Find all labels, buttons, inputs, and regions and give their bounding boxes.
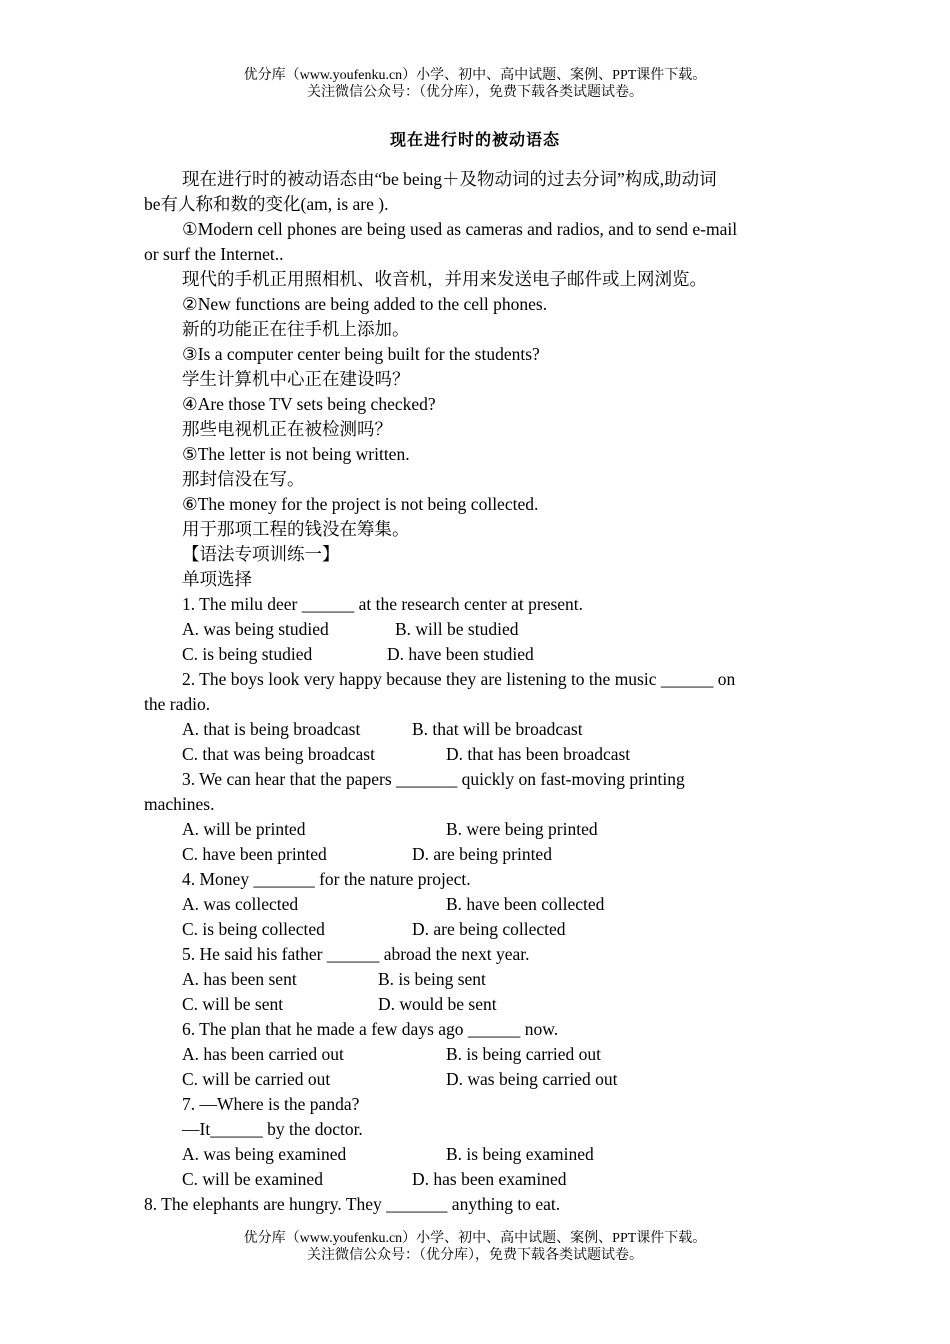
- document-body: [144, 167, 794, 1217]
- q3-option-b: B. were being printed: [446, 819, 598, 839]
- question-4-options-row-2: [144, 917, 794, 942]
- section-subheading: 单项选择: [182, 569, 252, 589]
- example-3-zh: 学生计算机中心正在建设吗？: [182, 369, 410, 389]
- q3-option-a: A. will be printed: [182, 819, 306, 839]
- q7-option-d: D. has been examined: [412, 1169, 567, 1189]
- question-1-options-row-1: [144, 617, 794, 642]
- q2-option-c: C. that was being broadcast: [182, 744, 375, 764]
- q7-option-c: C. will be examined: [182, 1169, 323, 1189]
- q5-option-b: B. is being sent: [378, 969, 486, 989]
- example-3-en: ③Is a computer center being built for the students?: [182, 344, 540, 364]
- question-2-stem-line-2: the radio.: [144, 694, 211, 714]
- example-4-zh: 那些电视机正在被检测吗？: [182, 419, 392, 439]
- q6-option-b: B. is being carried out: [446, 1044, 602, 1064]
- example-1-en-line-2: or surf the Internet..: [144, 244, 284, 264]
- q5-option-c: C. will be sent: [182, 994, 284, 1014]
- q6-option-d: D. was being carried out: [446, 1069, 618, 1089]
- example-4-en: ④Are those TV sets being checked?: [182, 394, 436, 414]
- question-7-options-row-1: [144, 1142, 794, 1167]
- question-3-options-row-2: [144, 842, 794, 867]
- question-1-options-row-2: [144, 642, 794, 667]
- example-6-zh: 用于那项工程的钱没在筹集。: [182, 519, 410, 539]
- question-5-options-row-2: [144, 992, 794, 1017]
- example-5-en: ⑤The letter is not being written.: [182, 444, 410, 464]
- intro-line-2: be有人称和数的变化(am, is are ).: [144, 194, 389, 214]
- q1-option-c: C. is being studied: [182, 644, 313, 664]
- example-5-zh: 那封信没在写。: [182, 469, 305, 489]
- question-3-options-row-1: [144, 817, 794, 842]
- question-5-options-row-1: [144, 967, 794, 992]
- question-7-stem-line-1: 7. —Where is the panda?: [182, 1094, 360, 1114]
- question-4-options-row-1: [144, 892, 794, 917]
- q7-option-b: B. is being examined: [446, 1144, 594, 1164]
- example-2-zh: 新的功能正在往手机上添加。: [182, 319, 410, 339]
- example-1-en-line-1: ①Modern cell phones are being used as cameras and radios, and to send e-mail: [182, 219, 738, 239]
- page-header: [0, 67, 950, 101]
- footer-line-1: 优分库（www.youfenku.cn）小学、初中、高中试题、案例、PPT课件下载。: [243, 1231, 707, 1246]
- q4-option-d: D. are being collected: [412, 919, 566, 939]
- question-7-stem-line-2: —It______ by the doctor.: [182, 1119, 363, 1139]
- q1-option-a: A. was being studied: [182, 619, 329, 639]
- question-5-stem: 5. He said his father ______ abroad the next year.: [182, 944, 530, 964]
- question-4-stem: 4. Money _______ for the nature project.: [182, 869, 471, 889]
- header-line-1: 优分库（www.youfenku.cn）小学、初中、高中试题、案例、PPT课件下载。: [243, 68, 707, 83]
- question-6-options-row-1: [144, 1042, 794, 1067]
- footer-line-2: 关注微信公众号：（优分库），免费下载各类试题试卷。: [307, 1248, 643, 1263]
- q5-option-a: A. has been sent: [182, 969, 297, 989]
- q2-option-b: B. that will be broadcast: [412, 719, 583, 739]
- question-2-options-row-1: [144, 717, 794, 742]
- q5-option-d: D. would be sent: [378, 994, 497, 1014]
- question-2-stem-line-1: 2. The boys look very happy because they are listening to the music ______ on: [182, 669, 736, 689]
- example-1-zh: 现代的手机正用照相机、收音机，并用来发送电子邮件或上网浏览。: [182, 269, 707, 289]
- q2-option-a: A. that is being broadcast: [182, 719, 361, 739]
- example-2-en: ②New functions are being added to the cell phones.: [182, 294, 548, 314]
- question-3-stem-line-1: 3. We can hear that the papers _______ quickly on fast-moving printing: [182, 769, 685, 789]
- document-title: 现在进行时的被动语态: [389, 132, 560, 149]
- q4-option-a: A. was collected: [182, 894, 299, 914]
- q1-option-b: B. will be studied: [395, 619, 519, 639]
- example-6-en: ⑥The money for the project is not being collected.: [182, 494, 539, 514]
- header-line-2: 关注微信公众号：（优分库），免费下载各类试题试卷。: [307, 85, 643, 100]
- question-2-options-row-2: [144, 742, 794, 767]
- question-8-stem: 8. The elephants are hungry. They _______ anything to eat.: [144, 1194, 561, 1214]
- question-1-stem: 1. The milu deer ______ at the research center at present.: [182, 594, 584, 614]
- page-footer: [0, 1230, 950, 1264]
- section-heading: 【语法专项训练一】: [182, 544, 340, 564]
- intro-line-1: 现在进行时的被动语态由“be being＋及物动词的过去分词”构成,助动词: [182, 169, 717, 189]
- q3-option-d: D. are being printed: [412, 844, 552, 864]
- q2-option-d: D. that has been broadcast: [446, 744, 631, 764]
- q1-option-d: D. have been studied: [387, 644, 534, 664]
- question-3-stem-line-2: machines.: [144, 794, 215, 814]
- q4-option-c: C. is being collected: [182, 919, 325, 939]
- q6-option-c: C. will be carried out: [182, 1069, 331, 1089]
- q3-option-c: C. have been printed: [182, 844, 327, 864]
- question-6-options-row-2: [144, 1067, 794, 1092]
- question-6-stem: 6. The plan that he made a few days ago ______ now.: [182, 1019, 559, 1039]
- q7-option-a: A. was being examined: [182, 1144, 347, 1164]
- q4-option-b: B. have been collected: [446, 894, 605, 914]
- q6-option-a: A. has been carried out: [182, 1044, 344, 1064]
- question-7-options-row-2: [144, 1167, 794, 1192]
